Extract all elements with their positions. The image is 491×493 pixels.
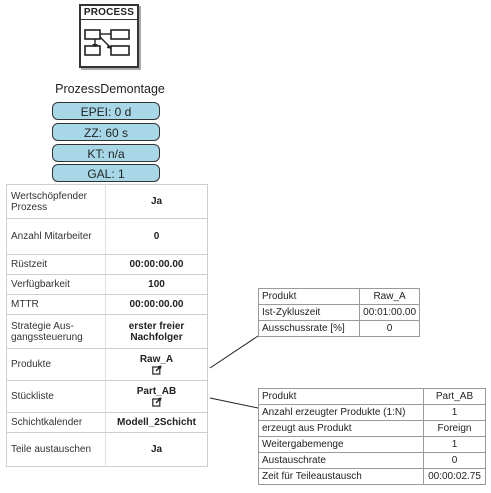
table-row: [7, 433, 208, 467]
table-row: [7, 349, 208, 381]
property-value: [106, 349, 208, 381]
property-value: 0: [106, 219, 208, 255]
table-row: [7, 219, 208, 255]
product-value: 00:01:00.00: [360, 305, 420, 321]
property-key: Verfügbarkeit: [7, 275, 106, 295]
table-row: [259, 389, 486, 405]
kpi-kt: KT: n/a: [52, 144, 160, 162]
property-key: MTTR: [7, 295, 106, 315]
product-key: Ausschussrate [%]: [259, 321, 360, 337]
connector-products: [210, 336, 258, 368]
table-row: [259, 305, 420, 321]
bom-value: Foreign: [424, 421, 486, 437]
kpi-gal: GAL: 1: [52, 164, 160, 182]
connector-bom: [210, 398, 258, 408]
property-value: [106, 381, 208, 413]
table-row: [259, 289, 420, 305]
process-name: ProzessDemontage: [55, 82, 165, 96]
kpi-epei: EPEI: 0 d: [52, 102, 160, 120]
table-row: [7, 255, 208, 275]
property-key: Strategie Aus-gangssteuerung: [7, 315, 106, 349]
bom-key: Austauschrate: [259, 453, 424, 469]
bom-detail-table: [258, 388, 486, 485]
process-icon[interactable]: [79, 4, 139, 68]
process-icon-label: PROCESS: [81, 6, 137, 20]
property-key: Stückliste: [7, 381, 106, 413]
bom-value: 00:00:02.75: [424, 469, 486, 485]
table-row: [259, 453, 486, 469]
property-key: Teile austauschen: [7, 433, 106, 467]
bom-key: erzeugt aus Produkt: [259, 421, 424, 437]
property-value: erster freier Nachfolger: [106, 315, 208, 349]
product-detail-table: [258, 288, 420, 337]
product-key: Produkt: [259, 289, 360, 305]
process-flow-icon: [81, 20, 137, 64]
table-row: [259, 321, 420, 337]
table-row: [259, 421, 486, 437]
bom-link-text[interactable]: Part_AB: [136, 385, 177, 397]
bom-key: Anzahl erzeugter Produkte (1:N): [259, 405, 424, 421]
property-value: 00:00:00.00: [106, 295, 208, 315]
table-row: [7, 185, 208, 219]
property-value: Ja: [106, 433, 208, 467]
bom-value: 0: [424, 453, 486, 469]
product-key: Ist-Zykluszeit: [259, 305, 360, 321]
bom-key: Weitergabemenge: [259, 437, 424, 453]
product-value: 0: [360, 321, 420, 337]
bom-key: Zeit für Teileaustausch: [259, 469, 424, 485]
table-row: [259, 405, 486, 421]
property-value: Ja: [106, 185, 208, 219]
table-row: [259, 437, 486, 453]
property-key: Rüstzeit: [7, 255, 106, 275]
table-row: [7, 413, 208, 433]
property-value: 00:00:00.00: [106, 255, 208, 275]
process-properties-table: [6, 184, 208, 467]
bom-value: Part_AB: [424, 389, 486, 405]
product-link-text[interactable]: Raw_A: [139, 353, 174, 365]
bom-value: 1: [424, 405, 486, 421]
property-key: Wertschöpfender Prozess: [7, 185, 106, 219]
table-row: [7, 315, 208, 349]
external-link-icon[interactable]: [152, 365, 162, 375]
kpi-zz: ZZ: 60 s: [52, 123, 160, 141]
table-row: [7, 381, 208, 413]
external-link-icon[interactable]: [152, 397, 162, 407]
table-row: [7, 275, 208, 295]
property-key: Schichtkalender: [7, 413, 106, 433]
table-row: [7, 295, 208, 315]
product-value: Raw_A: [360, 289, 420, 305]
property-value: Modell_2Schicht: [106, 413, 208, 433]
property-key: Produkte: [7, 349, 106, 381]
bom-value: 1: [424, 437, 486, 453]
property-key: Anzahl Mitarbeiter: [7, 219, 106, 255]
table-row: [259, 469, 486, 485]
property-value: 100: [106, 275, 208, 295]
bom-key: Produkt: [259, 389, 424, 405]
